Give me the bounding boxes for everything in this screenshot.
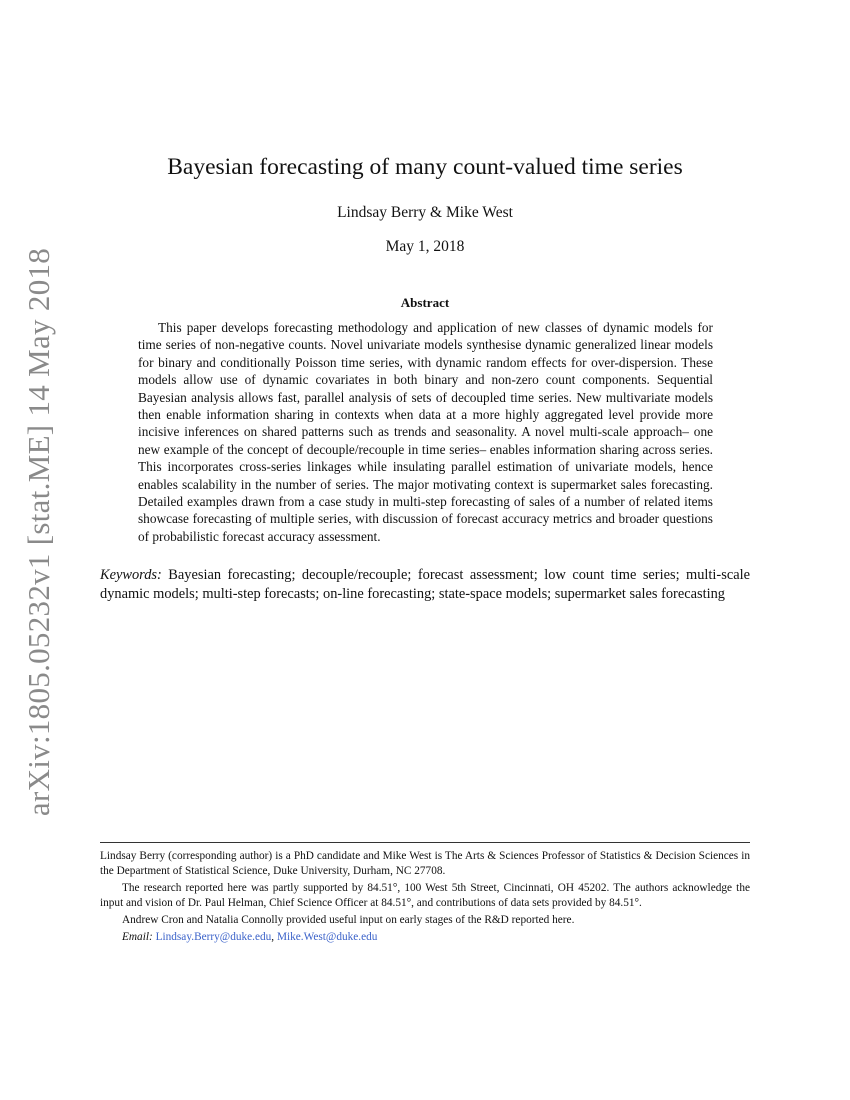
email-link-berry[interactable]: Lindsay.Berry@duke.edu bbox=[155, 931, 272, 943]
paper-authors: Lindsay Berry & Mike West bbox=[337, 204, 513, 221]
email-label: Email: bbox=[122, 931, 153, 943]
paper-date: May 1, 2018 bbox=[385, 238, 465, 255]
footnote-email bbox=[100, 930, 750, 945]
email-link-west[interactable]: Mike.West@duke.edu bbox=[276, 931, 378, 943]
email-separator: , bbox=[271, 931, 275, 943]
arxiv-identifier: arXiv:1805.05232v1 [stat.ME] 14 May 2018 bbox=[21, 247, 56, 817]
keywords bbox=[100, 566, 750, 604]
footnote-affiliation: Lindsay Berry (corresponding author) is a PhD candidate and Mike West is The Arts & Sciences Professor of Statistics & Decision Sciences in the Department of Statistical Science, Duke University, Durham, NC 27708. bbox=[100, 850, 750, 877]
abstract-text: This paper develops forecasting methodology and application of new classes of dynamic models for time series of non-negative counts. Novel univariate models synthesise dynamic generalized linear models for binary and conditionally Poisson time series, with dynamic random effects for over-dispersion. These models allow use of dynamic covariates in both binary and non-zero count components. Sequential Bayesian analysis allows fast, parallel analysis of sets of decoupled time series. New multivariate models then enable information sharing in contexts when data at a more highly aggregated level provide more incisive inferences on shared patterns such as trends and seasonality. A novel multi-scale approach– one new example of the concept of decouple/recouple in time series– enables information sharing across series. This incorporates cross-series linkages while insulating parallel estimation of univariate models, hence enables scalability in the number of series. The major motivating context is supermarket sales forecasting. Detailed examples drawn from a case study in multi-step forecasting of sales of a number of related items showcase forecasting of multiple series, with discussion of forecast accuracy metrics and broader questions of probabilistic forecast accuracy assessment. bbox=[138, 320, 713, 544]
footnote-divider bbox=[100, 842, 750, 843]
footnote-thanks: Andrew Cron and Natalia Connolly provided useful input on early stages of the R&D reported here. bbox=[122, 914, 575, 926]
keywords-text: Bayesian forecasting; decouple/recouple; forecast assessment; low count time series; multi-scale dynamic models; multi-step forecasts; on-line forecasting; state-space models; supermarket sales forecasting bbox=[100, 567, 750, 602]
footnotes bbox=[100, 849, 750, 945]
footnote-support: The research reported here was partly supported by 84.51°, 100 West 5th Street, Cincinnati, OH 45202. The authors acknowledge the input and vision of Dr. Paul Helman, Chief Science Officer at 84.51°, and contributions of data sets provided by 84.51°. bbox=[100, 882, 750, 909]
keywords-label: Keywords: bbox=[100, 567, 162, 583]
paper-title: Bayesian forecasting of many count-valued time series bbox=[167, 154, 683, 180]
abstract-heading: Abstract bbox=[400, 295, 450, 310]
